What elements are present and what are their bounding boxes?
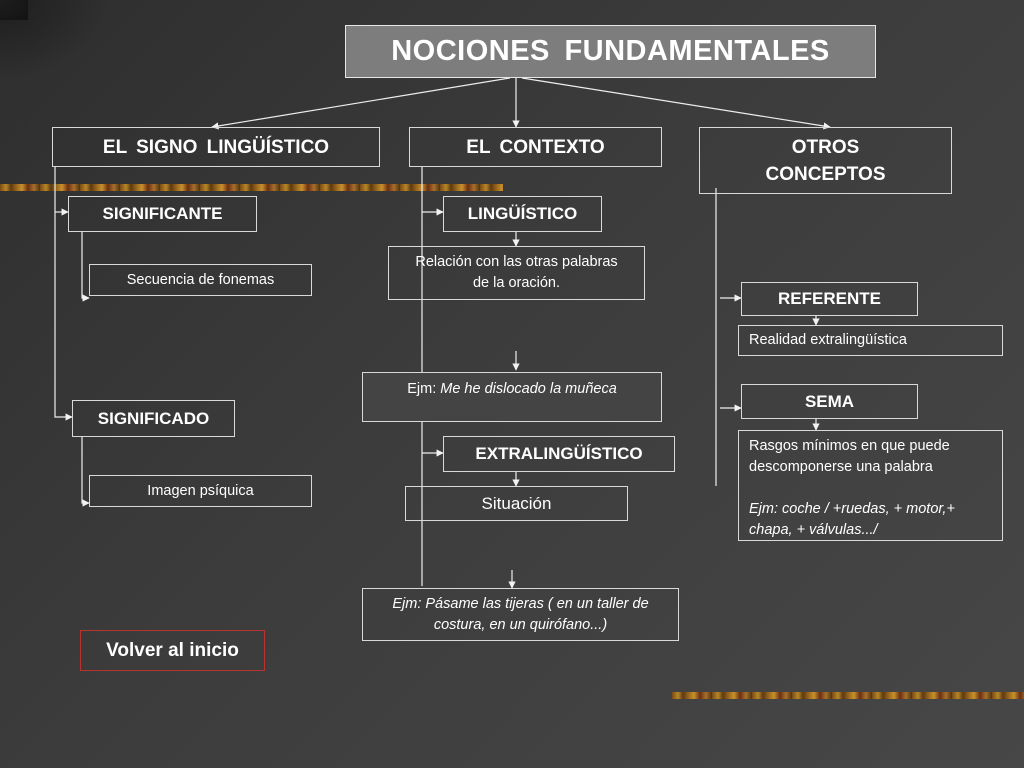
ejemplo-prefix: Ejm: bbox=[407, 381, 441, 397]
node-sema: SEMA bbox=[741, 384, 918, 419]
node-significado: SIGNIFICADO bbox=[72, 400, 235, 437]
node-relacion-otras-palabras: Relación con las otras palabras de la oración. bbox=[388, 246, 645, 300]
node-referente: REFERENTE bbox=[741, 282, 918, 316]
ejemplo-situacion-text: Ejm: Pásame las tijeras ( en un taller de costura, en un quirófano...) bbox=[392, 595, 649, 633]
volver-al-inicio-button[interactable]: Volver al inicio bbox=[80, 630, 265, 671]
node-secuencia-fonemas: Secuencia de fonemas bbox=[89, 264, 312, 296]
node-situacion: Situación bbox=[405, 486, 628, 521]
sema-descripcion-text: Rasgos mínimos en que puede descomponerse una palabra bbox=[749, 438, 950, 475]
node-significante: SIGNIFICANTE bbox=[68, 196, 257, 232]
node-linguistico: LINGÜÍSTICO bbox=[443, 196, 602, 232]
ejemplo-frase: Me he dislocado la muñeca bbox=[440, 381, 617, 397]
sema-spacer bbox=[749, 478, 992, 499]
node-ejemplo-linguistico bbox=[362, 372, 662, 422]
node-ejemplo-situacion bbox=[362, 588, 679, 641]
node-realidad-extralinguistica: Realidad extralingüística bbox=[738, 325, 1003, 356]
branch-otros-conceptos: OTROS CONCEPTOS bbox=[699, 127, 952, 194]
page-title: NOCIONES FUNDAMENTALES bbox=[345, 25, 876, 78]
node-sema-descripcion bbox=[738, 430, 1003, 541]
branch-contexto: EL CONTEXTO bbox=[409, 127, 662, 167]
sema-ejemplo-text: Ejm: coche / +ruedas, + motor,+ chapa, + válvulas.../ bbox=[749, 501, 955, 538]
node-imagen-psiquica: Imagen psíquica bbox=[89, 475, 312, 507]
branch-signo-linguistico: EL SIGNO LINGÜÍSTICO bbox=[52, 127, 380, 167]
node-extralinguistico: EXTRALINGÜÍSTICO bbox=[443, 436, 675, 472]
